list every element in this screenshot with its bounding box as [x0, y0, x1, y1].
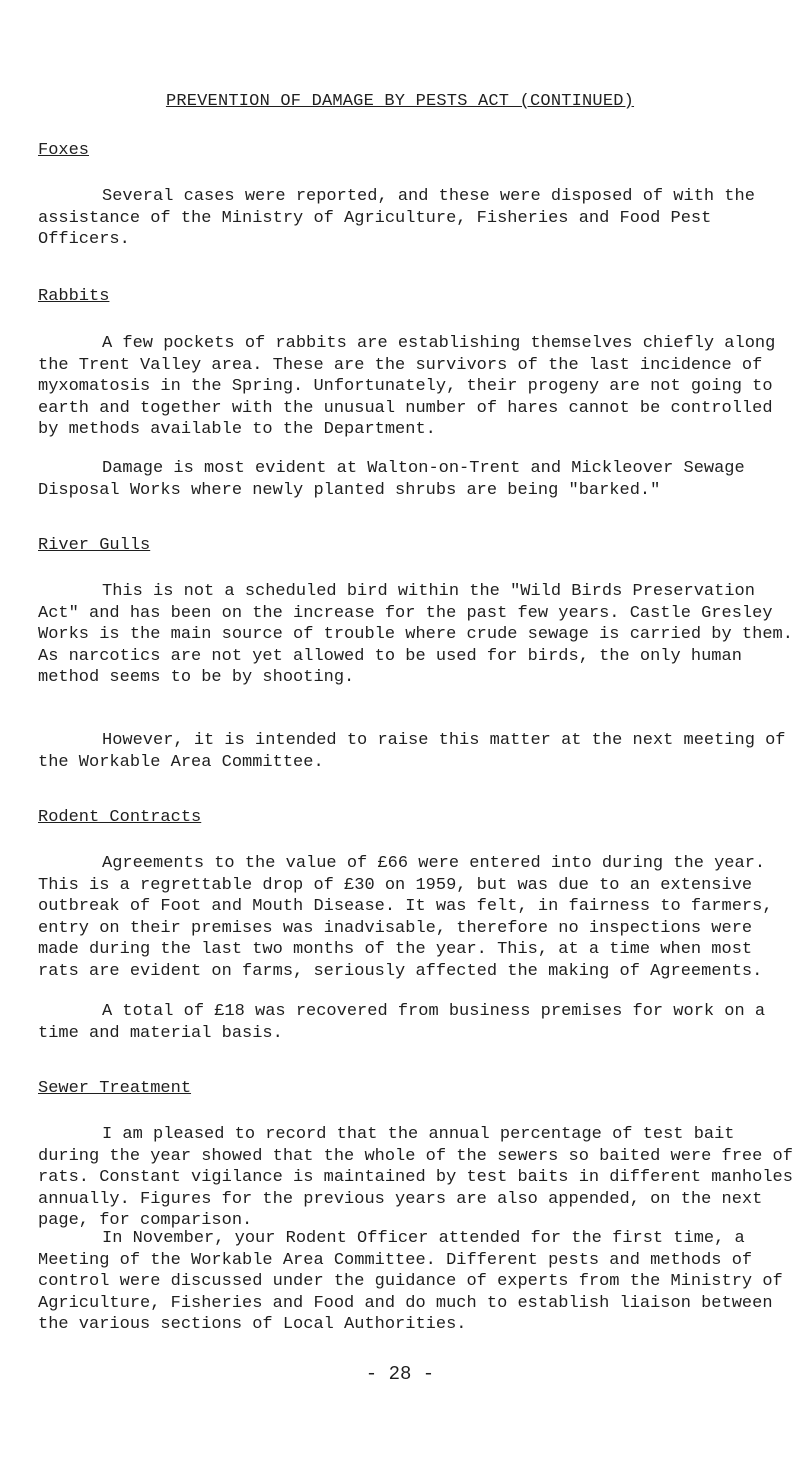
paragraph-river-gulls-2: However, it is intended to raise this matter at the next meeting of the Workable Area Committee. — [38, 731, 786, 772]
page-number: - 28 - — [365, 1363, 435, 1385]
paragraph-rodent-contracts-2: A total of £18 was recovered from business premises for work on a time and material basis. — [38, 1002, 766, 1043]
paragraph-river-gulls-1: This is not a scheduled bird within the "Wild Birds Preservation Act" and has been on the increase for the past few years. Castle Gresley Works is the main source of trouble where crude sewage is carried by them. As narcotics are not yet allowed to be used for birds, the only human method seems to be by shooting. — [38, 582, 793, 687]
paragraph-sewer-treatment-1: I am pleased to record that the annual percentage of test bait during the year showed that the whole of the sewers so baited were free of rats. Constant vigilance is maintained by test baits in different manholes annually. Figures for the previous years are also appended, on the next page, for comparison. — [38, 1125, 793, 1230]
heading-rabbits: Rabbits — [38, 287, 110, 306]
heading-sewer-treatment: Sewer Treatment — [38, 1079, 192, 1098]
paragraph-rodent-contracts-1: Agreements to the value of £66 were entered into during the year. This is a regrettable drop of £30 on 1959, but was due to an extensive outbreak of Foot and Mouth Disease. It was felt, in fairness to farmers, entry on their premises was inadvisable, therefore no inspections were made during the last two months of the year. This, at a time when most rats are evident on farms, seriously affected the making of Agreements. — [38, 854, 773, 981]
heading-rodent-contracts: Rodent Contracts — [38, 808, 202, 827]
heading-river-gulls: River Gulls — [38, 536, 151, 555]
page-title: PREVENTION OF DAMAGE BY PESTS ACT (CONTINUED) — [165, 92, 635, 111]
heading-foxes: Foxes — [38, 141, 90, 160]
paragraph-foxes-1: Several cases were reported, and these were disposed of with the assistance of the Ministry of Agriculture, Fisheries and Food Pest Officers. — [38, 187, 755, 249]
paragraph-rabbits-1: A few pockets of rabbits are establishing themselves chiefly along the Trent Valley area. These are the survivors of the last incidence of myxomatosis in the Spring. Unfortunately, their progeny are not going to earth and together with the unusual number of hares cannot be controlled by methods available to the Department. — [38, 334, 776, 439]
paragraph-rabbits-2: Damage is most evident at Walton-on-Trent and Mickleover Sewage Disposal Works where newly planted shrubs are being "barked." — [38, 459, 745, 500]
paragraph-sewer-treatment-2: In November, your Rodent Officer attended for the first time, a Meeting of the Workable Area Committee. Different pests and methods of control were discussed under the guidance of experts from the Ministry of Agriculture, Fisheries and Food and do much to establish liaison between the various sections of Local Authorities. — [38, 1229, 783, 1334]
